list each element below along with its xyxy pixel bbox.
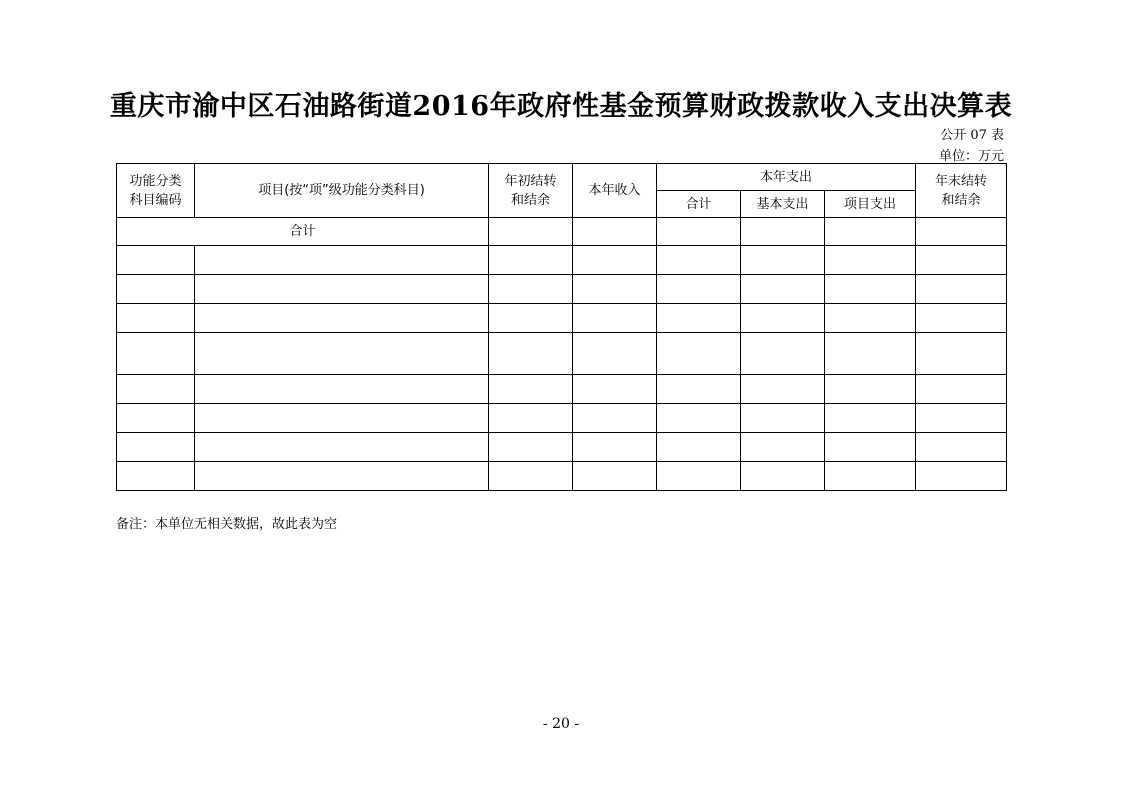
table-cell — [117, 433, 195, 462]
table-cell — [195, 375, 489, 404]
table-cell — [657, 404, 741, 433]
table-cell — [741, 462, 825, 491]
table-cell — [573, 433, 657, 462]
table-row — [117, 433, 1007, 462]
table-cell — [741, 304, 825, 333]
page-number: - 20 - — [542, 716, 580, 732]
table-cell — [195, 462, 489, 491]
table-code: 公开 07 表 — [940, 128, 1004, 143]
table-cell — [573, 404, 657, 433]
table-cell — [195, 333, 489, 375]
table-cell — [489, 433, 573, 462]
table-cell — [195, 275, 489, 304]
total-label: 合计 — [117, 218, 489, 246]
header-expense-total: 合计 — [657, 191, 741, 218]
table-cell — [489, 304, 573, 333]
header-expense: 本年支出 — [657, 164, 916, 191]
table-cell — [489, 404, 573, 433]
table-cell — [489, 333, 573, 375]
table-cell — [573, 218, 657, 246]
table-cell — [741, 275, 825, 304]
table-cell — [825, 433, 916, 462]
table-cell — [657, 462, 741, 491]
table-cell — [741, 375, 825, 404]
table-cell — [573, 246, 657, 275]
table-cell — [573, 375, 657, 404]
header-income: 本年收入 — [573, 164, 657, 218]
table-row — [117, 246, 1007, 275]
table-cell — [657, 246, 741, 275]
table-cell — [195, 304, 489, 333]
header-row-1 — [117, 164, 1007, 191]
table-cell — [573, 333, 657, 375]
table-cell — [741, 433, 825, 462]
table-cell — [489, 246, 573, 275]
header-expense-basic: 基本支出 — [741, 191, 825, 218]
table-cell — [825, 375, 916, 404]
table-cell — [573, 275, 657, 304]
table-row — [117, 375, 1007, 404]
table-cell — [657, 375, 741, 404]
table-cell — [825, 404, 916, 433]
table-cell — [825, 304, 916, 333]
unit-label: 单位：万元 — [938, 149, 1004, 164]
table-cell — [117, 304, 195, 333]
table-cell — [916, 404, 1007, 433]
table-cell — [573, 462, 657, 491]
header-carry-begin: 年初结转和结余 — [489, 164, 573, 218]
header-carry-end: 年末结转和结余 — [916, 164, 1007, 218]
table-cell — [657, 304, 741, 333]
table-cell — [741, 333, 825, 375]
table-cell — [657, 218, 741, 246]
table-row — [117, 462, 1007, 491]
table-cell — [117, 404, 195, 433]
table-cell — [117, 246, 195, 275]
table-cell — [195, 246, 489, 275]
table-row — [117, 333, 1007, 375]
footnote: 备注：本单位无相关数据，故此表为空 — [116, 517, 338, 532]
table-cell — [657, 433, 741, 462]
table-cell — [825, 275, 916, 304]
header-expense-project: 项目支出 — [825, 191, 916, 218]
table-cell — [117, 375, 195, 404]
table-cell — [825, 246, 916, 275]
table-cell — [916, 275, 1007, 304]
header-item: 项目(按“项”级功能分类科目) — [195, 164, 489, 218]
table-row — [117, 304, 1007, 333]
table-cell — [916, 462, 1007, 491]
table-cell — [489, 218, 573, 246]
table-cell — [657, 275, 741, 304]
table-cell — [916, 433, 1007, 462]
table-cell — [741, 404, 825, 433]
table-cell — [916, 246, 1007, 275]
table-row — [117, 404, 1007, 433]
header-func-code: 功能分类科目编码 — [117, 164, 195, 218]
table-cell — [195, 404, 489, 433]
table-cell — [916, 304, 1007, 333]
table-cell — [195, 433, 489, 462]
total-row — [117, 218, 1007, 246]
table-cell — [117, 275, 195, 304]
budget-table — [116, 163, 1007, 491]
table-cell — [825, 462, 916, 491]
document-title: 重庆市渝中区石油路街道2016年政府性基金预算财政拨款收入支出决算表 — [109, 91, 1013, 122]
table-cell — [573, 304, 657, 333]
table-cell — [825, 333, 916, 375]
table-cell — [916, 333, 1007, 375]
table-cell — [117, 333, 195, 375]
table-cell — [825, 218, 916, 246]
table-cell — [741, 246, 825, 275]
table-cell — [489, 275, 573, 304]
table-cell — [741, 218, 825, 246]
table-cell — [489, 375, 573, 404]
table-row — [117, 275, 1007, 304]
table-cell — [657, 333, 741, 375]
table-cell — [117, 462, 195, 491]
table-cell — [916, 218, 1007, 246]
table-cell — [489, 462, 573, 491]
table-cell — [916, 375, 1007, 404]
